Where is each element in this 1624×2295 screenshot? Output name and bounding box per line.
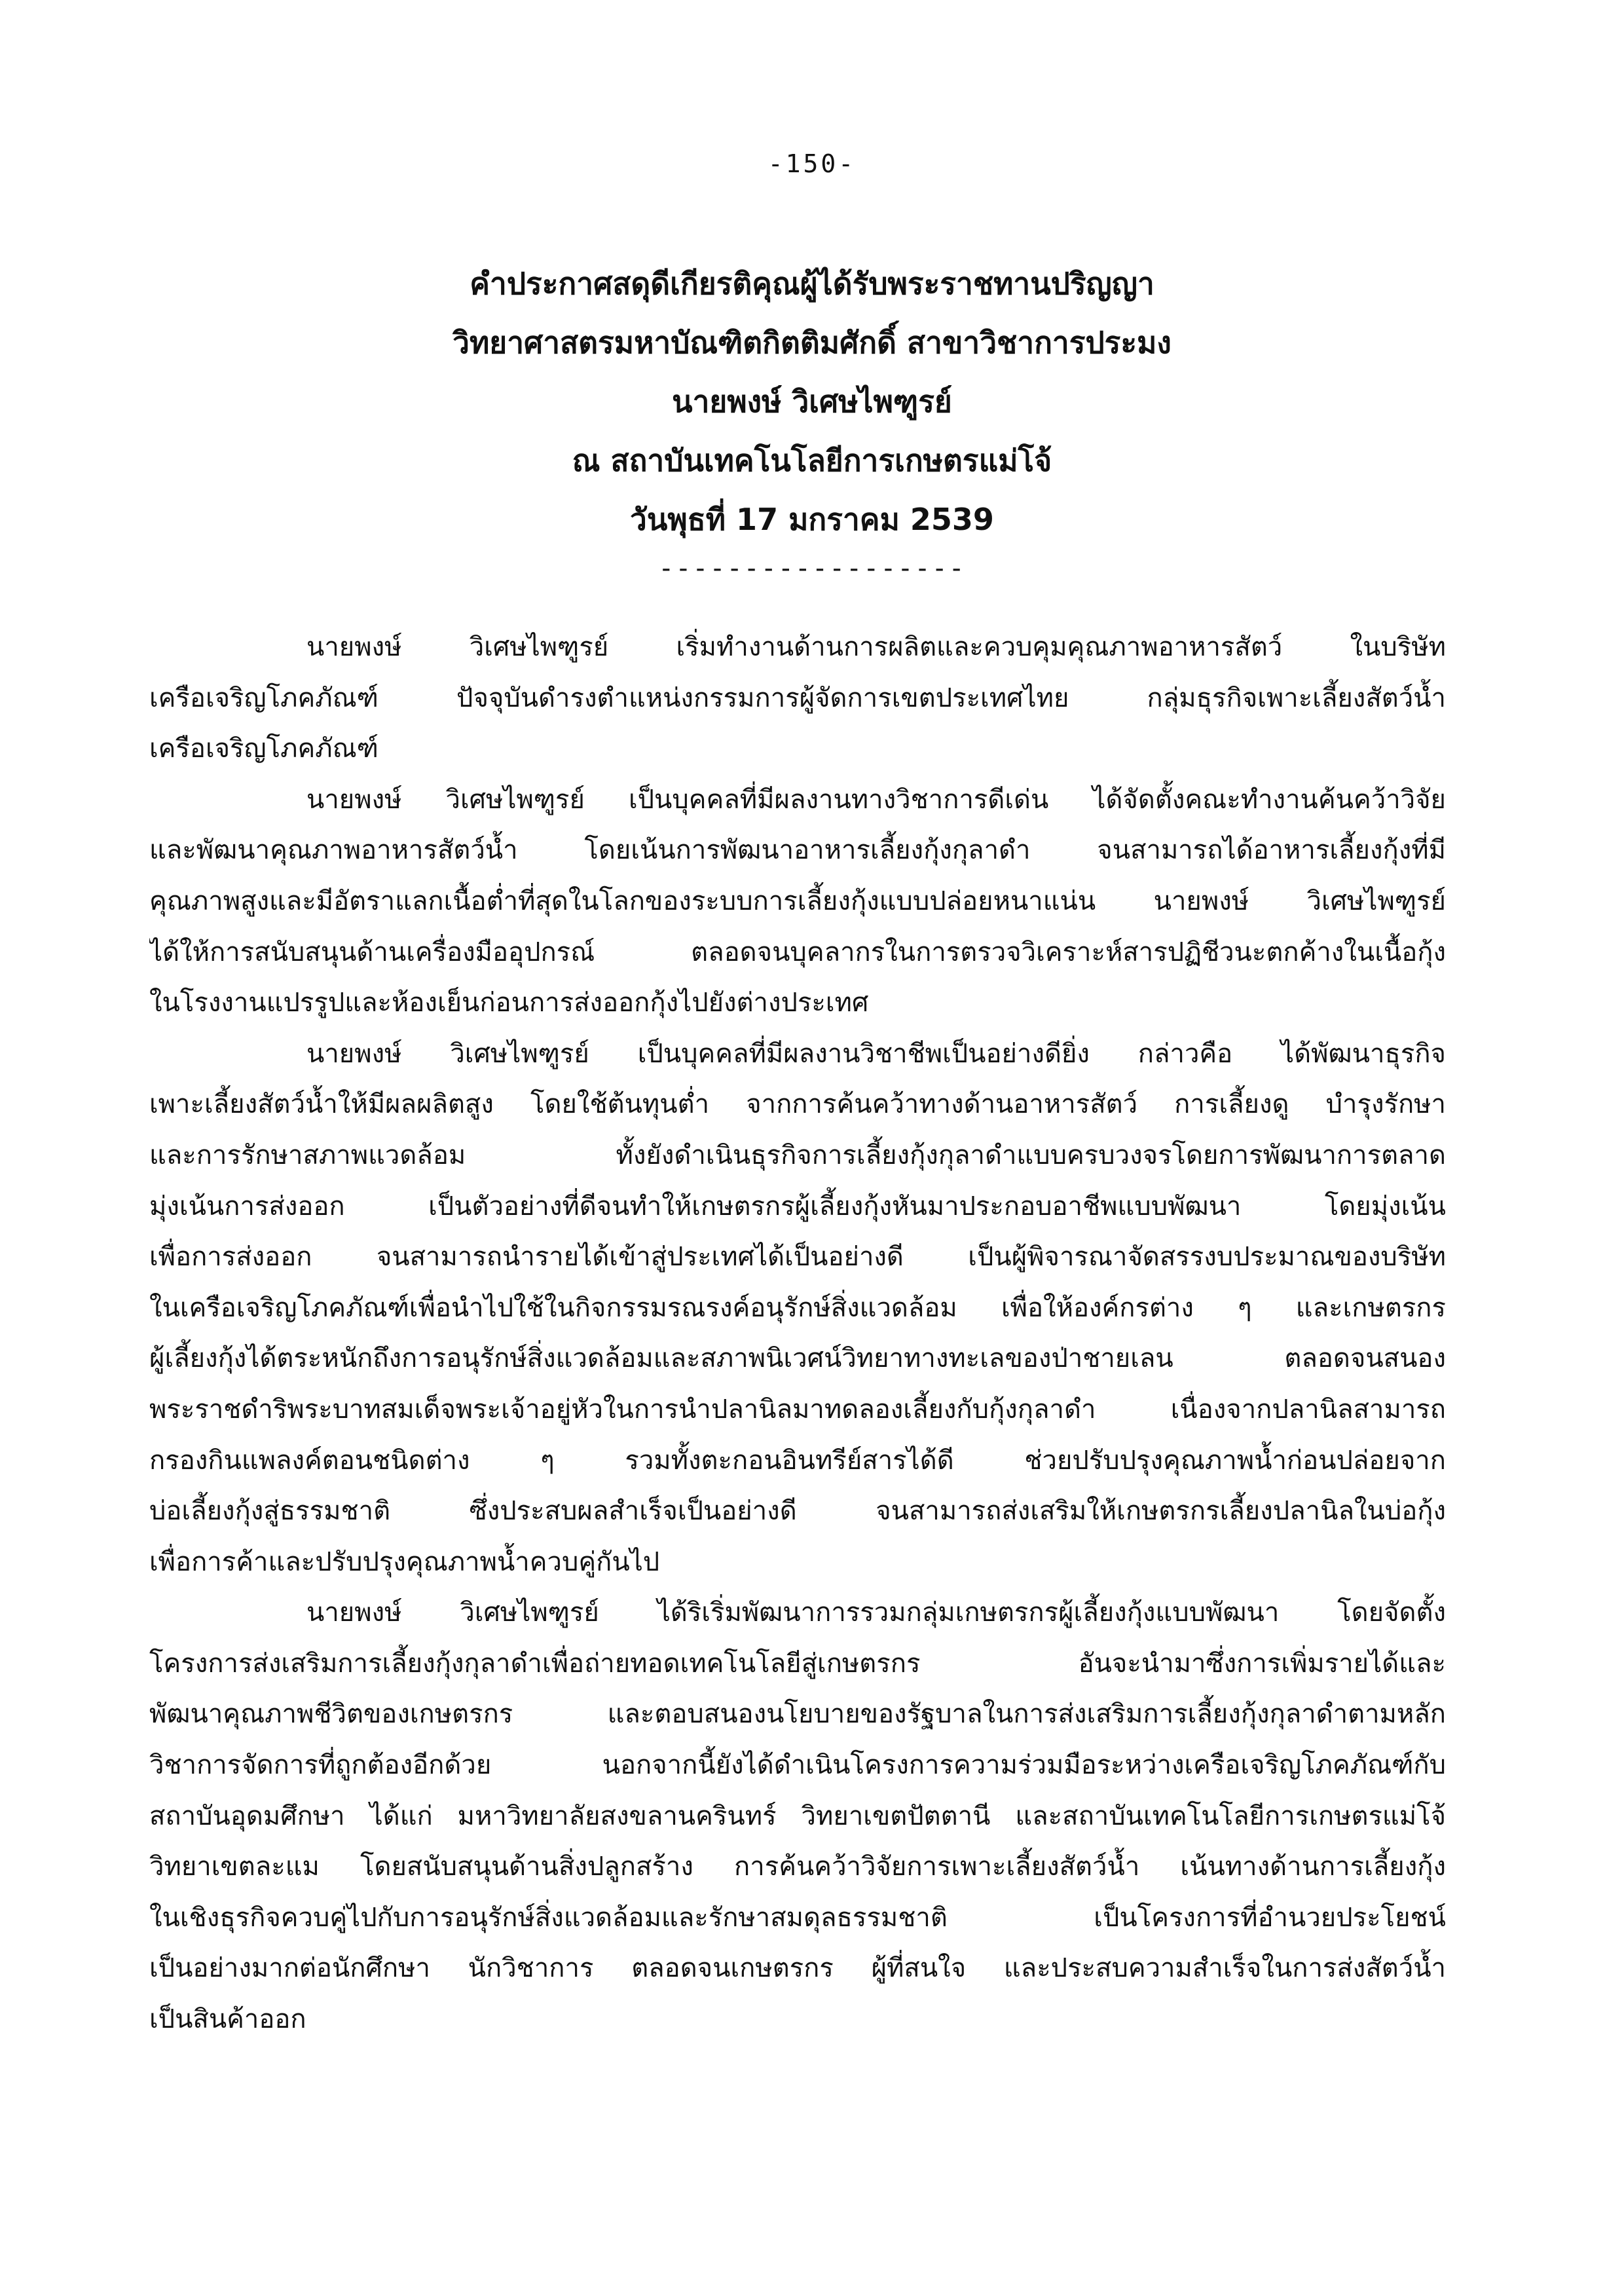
paragraph-career [149,622,1446,775]
text-line: เพื่อการส่งออก จนสามารถนำรายได้เข้าสู่ประเทศได้เป็นอย่างดี เป็นผู้พิจารณาจัดสรรงบประมาณของบริษัท [149,1242,1446,1273]
text-line: นายพงษ์ วิเศษไพฑูรย์ เป็นบุคคลที่มีผลงานวิชาชีพเป็นอย่างดียิ่ง กล่าวคือ ได้พัฒนาธุรกิจ [306,1038,1446,1069]
text-line: วิทยาเขตละแม โดยสนับสนุนด้านสิ่งปลูกสร้าง การค้นคว้าวิจัยการเพาะเลี้ยงสัตว์น้ำ เน้นทางด้านการเลี้ยงกุ้ง [149,1852,1446,1882]
text-line: มุ่งเน้นการส่งออก เป็นตัวอย่างที่ดีจนทำให้เกษตรกรผู้เลี้ยงกุ้งหันมาประกอบอาชีพแบบพัฒนา โดยมุ่งเน้น [149,1191,1446,1222]
text-line: นายพงษ์ วิเศษไพฑูรย์ ได้ริเริ่มพัฒนาการรวมกลุ่มเกษตรกรผู้เลี้ยงกุ้งแบบพัฒนา โดยจัดตั้ง [306,1597,1446,1628]
page-number: -150- [767,149,857,178]
text-line: เพาะเลี้ยงสัตว์น้ำให้มีผลผลิตสูง โดยใช้ต้นทุนต่ำ จากการค้นคว้าทางด้านอาหารสัตว์ การเลี้ยงดู บำรุงรักษา [149,1089,1446,1120]
text-line: โครงการส่งเสริมการเลี้ยงกุ้งกุลาดำเพื่อถ่ายทอดเทคโนโลยีสู่เกษตรกร อันจะนำมาซึ่งการเพิ่มรายได้และ [149,1648,1446,1679]
text-line: เพื่อการค้าและปรับปรุงคุณภาพน้ำควบคู่กันไป [149,1546,660,1577]
text-line: ได้ให้การสนับสนุนด้านเครื่องมืออุปกรณ์ ตลอดจนบุคลากรในการตรวจวิเคราะห์สารปฏิชีวนะตกค้างในเนื้อกุ้ง [149,937,1446,967]
text-line: วิชาการจัดการที่ถูกต้องอีกด้วย นอกจากนี้ยังได้ดำเนินโครงการความร่วมมือระหว่างเครือเจริญโภคภัณฑ์กับ [149,1750,1446,1781]
text-line: เครือเจริญโภคภัณฑ์ [149,734,378,764]
text-line: สถาบันอุดมศึกษา ได้แก่ มหาวิทยาลัยสงขลานครินทร์ วิทยาเขตปัตตานี และสถาบันเทคโนโลยีการเกษตรแม่โจ้ [149,1801,1446,1831]
citation-header [0,254,1624,588]
header-title: คำประกาศสดุดีเกียรติคุณผู้ได้รับพระราชทานปริญญา [470,266,1154,301]
text-line: นายพงษ์ วิเศษไพฑูรย์ เป็นบุคคลที่มีผลงานทางวิชาการดีเด่น ได้จัดตั้งคณะทำงานค้นคว้าวิจัย [306,784,1446,815]
header-date: วันพุธที่ 17 มกราคม 2539 [630,502,994,537]
text-line: ในโรงงานแปรรูปและห้องเย็นก่อนการส่งออกกุ้งไปยังต่างประเทศ [149,988,869,1018]
text-line: กรองกินแพลงค์ตอนชนิดต่าง ๆ รวมทั้งตะกอนอินทรีย์สารได้ดี ช่วยปรับปรุงคุณภาพน้ำก่อนปล่อยจาก [149,1445,1446,1476]
text-line: นายพงษ์ วิเศษไพฑูรย์ เริ่มทำงานด้านการผลิตและควบคุมคุณภาพอาหารสัตว์ ในบริษัท [306,632,1446,662]
header-institution: ณ สถาบันเทคโนโลยีการเกษตรแม่โจ้ [572,443,1052,478]
text-line: ในเครือเจริญโภคภัณฑ์เพื่อนำไปใช้ในกิจกรรมรณรงค์อนุรักษ์สิ่งแวดล้อม เพื่อให้องค์กรต่าง ๆ และเกษตรกร [149,1292,1446,1323]
header-degree: วิทยาศาสตรมหาบัณฑิตกิตติมศักดิ์ สาขาวิชาการประมง [452,325,1172,360]
text-line: บ่อเลี้ยงกุ้งสู่ธรรมชาติ ซึ่งประสบผลสำเร็จเป็นอย่างดี จนสามารถส่งเสริมให้เกษตรกรเลี้ยงปลานิลในบ่อกุ้ง [149,1496,1446,1527]
text-line: พัฒนาคุณภาพชีวิตของเกษตรกร และตอบสนองนโยบายของรัฐบาลในการส่งเสริมการเลี้ยงกุ้งกุลาดำตามหลัก [149,1699,1446,1730]
text-line: เป็นสินค้าออก [149,2004,306,2035]
text-line: ในเชิงธุรกิจควบคู่ไปกับการอนุรักษ์สิ่งแวดล้อมและรักษาสมดุลธรรมชาติ เป็นโครงการที่อำนวยประโยชน์ [149,1902,1446,1933]
text-line: เป็นอย่างมากต่อนักศึกษา นักวิชาการ ตลอดจนเกษตรกร ผู้ที่สนใจ และประสบความสำเร็จในการส่งสัตว์น้ำ [149,1953,1446,1984]
text-line: พระราชดำริพระบาทสมเด็จพระเจ้าอยู่หัวในการนำปลานิลมาทดลองเลี้ยงกับกุ้งกุลาดำ เนื่องจากปลานิลสามารถ [149,1394,1446,1425]
citation-body [149,622,1446,2045]
text-line: และพัฒนาคุณภาพอาหารสัตว์น้ำ โดยเน้นการพัฒนาอาหารเลี้ยงกุ้งกุลาดำ จนสามารถได้อาหารเลี้ยงกุ้งที่มี [149,835,1446,866]
text-line: และการรักษาสภาพแวดล้อม ทั้งยังดำเนินธุรกิจการเลี้ยงกุ้งกุลาดำแบบครบวงจรโดยการพัฒนาการตลาด [149,1140,1446,1170]
header-recipient-name: นายพงษ์ วิเศษไพฑูรย์ [672,384,952,419]
paragraph-professional-work [149,1029,1446,1588]
paragraph-community-work [149,1588,1446,2045]
text-line: คุณภาพสูงและมีอัตราแลกเนื้อต่ำที่สุดในโลกของระบบการเลี้ยงกุ้งแบบปล่อยหนาแน่น นายพงษ์ วิเศษไพฑูรย์ [149,886,1446,916]
text-line: ผู้เลี้ยงกุ้งได้ตระหนักถึงการอนุรักษ์สิ่งแวดล้อมและสภาพนิเวศน์วิทยาทางทะเลของป่าชายเลน ตลอดจนสนอง [149,1343,1446,1374]
header-separator: ------------------ [658,553,966,584]
paragraph-academic-work [149,775,1446,1029]
text-line: เครือเจริญโภคภัณฑ์ ปัจจุบันดำรงตำแหน่งกรรมการผู้จัดการเขตประเทศไทย กลุ่มธุรกิจเพาะเลี้ยงสัตว์น้ำ [149,682,1446,713]
